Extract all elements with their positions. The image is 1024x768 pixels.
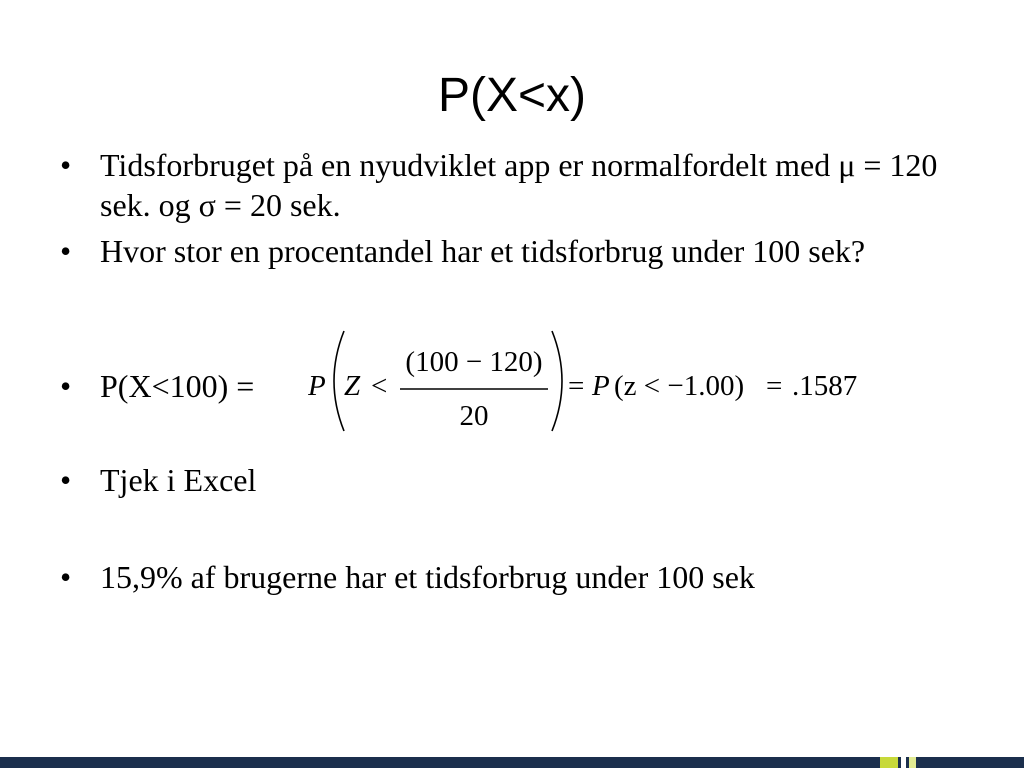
bullet-dot: •: [60, 147, 72, 183]
bullet-dot: •: [60, 559, 72, 595]
bullet-text-2: Hvor stor en procentandel har et tidsforbrug under 100 sek?: [100, 233, 866, 269]
bullet-item-1: [60, 145, 960, 225]
bullet-text-5: 15,9% af brugerne har et tidsforbrug under 100 sek: [100, 559, 755, 595]
formula-equals-2: =: [766, 370, 783, 402]
footer-accent-square-light: [909, 757, 916, 768]
formula-z: Z: [344, 370, 361, 402]
formula-p1: P: [308, 370, 326, 402]
formula-inner: (z < −1.00): [614, 370, 745, 402]
formula-numerator: (100 − 120): [405, 346, 543, 378]
right-paren-icon: [552, 331, 562, 431]
bullet-text-1: Tidsforbruget på en nyudviklet app er normalfordelt med μ = 120 sek. og σ = 20 sek.: [100, 147, 938, 223]
bullet-dot: •: [60, 233, 72, 269]
bullet-item-2: [60, 231, 960, 271]
formula-result: .1587: [792, 370, 858, 402]
footer-gap-square: [901, 757, 906, 768]
footer-bar: [0, 757, 1024, 768]
formula-p2: P: [592, 370, 610, 402]
bullet-item-4: [60, 460, 960, 500]
left-paren-icon: [334, 331, 344, 431]
bullet-text-3: P(X<100) =: [100, 368, 255, 404]
footer-accent-square: [880, 757, 898, 768]
slide-title: P(X<x): [437, 69, 587, 122]
bullet-dot: •: [60, 368, 72, 404]
formula-lt: <: [371, 370, 388, 402]
bullet-dot: •: [60, 462, 72, 498]
formula-equals-1: =: [568, 370, 585, 402]
formula-denominator: 20: [459, 400, 489, 432]
bullet-item-5: [60, 557, 960, 597]
probability-formula: [308, 325, 888, 437]
bullet-text-4: Tjek i Excel: [100, 462, 257, 498]
